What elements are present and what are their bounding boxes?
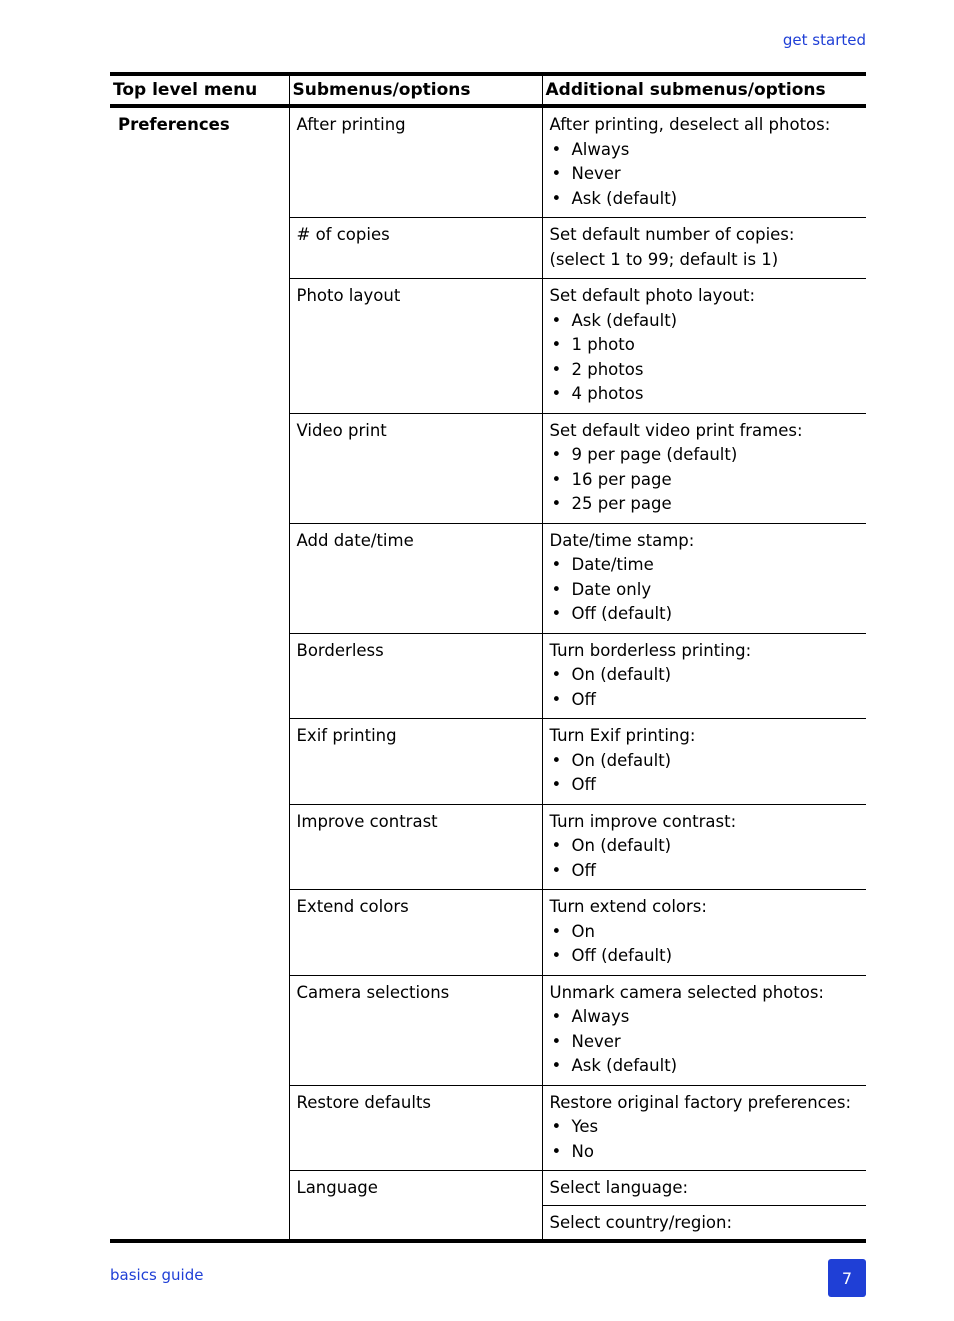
option-description: Set default video print frames: [549, 420, 803, 440]
option-list-item: • 2 photos [550, 358, 860, 383]
submenu-cell: Language [289, 1171, 542, 1242]
option-description: Restore original factory preferences: [549, 1092, 852, 1112]
option-description: Turn improve contrast: [549, 811, 737, 831]
column-header-top-level: Top level menu [110, 74, 289, 106]
submenu-cell: After printing [289, 106, 542, 218]
submenu-cell: Borderless [289, 633, 542, 719]
option-list-item: • 25 per page [550, 492, 860, 517]
option-list-item: • On [550, 920, 860, 945]
option-description: Turn borderless printing: [549, 640, 752, 660]
additional-options-cell [542, 633, 866, 719]
preferences-table [110, 72, 866, 1243]
option-list [550, 663, 860, 712]
additional-options-cell [542, 218, 866, 279]
option-list-item: • Ask (default) [550, 309, 860, 334]
option-note: (select 1 to 99; default is 1) [549, 249, 779, 269]
option-list-item: • 1 photo [550, 333, 860, 358]
option-list-item: • Off (default) [550, 602, 860, 627]
page-number-badge: 7 [828, 1259, 866, 1297]
submenu-cell: Add date/time [289, 523, 542, 633]
option-description: After printing, deselect all photos: [549, 115, 831, 134]
submenu-cell: Extend colors [289, 890, 542, 976]
option-list-item: • Date/time [550, 553, 860, 578]
option-list [550, 138, 860, 212]
option-list-item: • On (default) [550, 749, 860, 774]
section-header: get started [782, 31, 866, 49]
option-list-item: • Date only [550, 578, 860, 603]
column-header-additional: Additional submenus/options [542, 74, 866, 106]
column-header-submenus: Submenus/options [289, 74, 542, 106]
submenu-cell: Camera selections [289, 975, 542, 1085]
option-list-item: • 4 photos [550, 382, 860, 407]
option-description: Set default photo layout: [549, 286, 756, 305]
option-list [550, 309, 860, 407]
option-list-item: • Always [550, 1005, 860, 1030]
option-list-item: • Off [550, 688, 860, 713]
option-list-item: • Never [550, 1030, 860, 1055]
submenu-cell: # of copies [289, 218, 542, 279]
additional-options-cell [542, 975, 866, 1085]
submenu-cell: Exif printing [289, 719, 542, 805]
option-list [550, 749, 860, 798]
option-list-item: • Ask (default) [550, 187, 860, 212]
additional-options-cell: Select country/region: [542, 1205, 866, 1241]
option-list [550, 834, 860, 883]
additional-options-cell [542, 106, 866, 218]
option-description: Date/time stamp: [549, 530, 695, 550]
additional-options-cell [542, 804, 866, 890]
option-list [550, 553, 860, 627]
option-list [550, 1115, 860, 1164]
table-row [110, 106, 866, 218]
additional-options-cell [542, 279, 866, 414]
option-list-item: • Off [550, 859, 860, 884]
top-level-menu-cell: Preferences [110, 106, 289, 1241]
additional-options-cell [542, 1085, 866, 1171]
submenu-cell: Improve contrast [289, 804, 542, 890]
option-list-item: • On (default) [550, 834, 860, 859]
option-list-item: • 16 per page [550, 468, 860, 493]
table-header-row [110, 74, 866, 106]
option-description: Turn extend colors: [549, 897, 707, 916]
option-list-item: • Always [550, 138, 860, 163]
option-list-item: • On (default) [550, 663, 860, 688]
additional-options-cell [542, 523, 866, 633]
option-list [550, 1005, 860, 1079]
option-list-item: • No [550, 1140, 860, 1165]
option-list [550, 443, 860, 517]
option-list-item: • Off [550, 773, 860, 798]
option-description: Unmark camera selected photos: [549, 982, 824, 1002]
submenu-cell: Restore defaults [289, 1085, 542, 1171]
option-list-item: • Yes [550, 1115, 860, 1140]
additional-options-cell: Select language: [542, 1171, 866, 1206]
additional-options-cell [542, 719, 866, 805]
option-list-item: • Off (default) [550, 944, 860, 969]
option-list-item: • Never [550, 162, 860, 187]
submenu-cell: Photo layout [289, 279, 542, 414]
footer-guide-title: basics guide [110, 1266, 204, 1284]
option-list-item: • 9 per page (default) [550, 443, 860, 468]
additional-options-cell [542, 413, 866, 523]
option-list [550, 920, 860, 969]
option-description: Turn Exif printing: [549, 726, 696, 745]
additional-options-cell [542, 890, 866, 976]
option-list-item: • Ask (default) [550, 1054, 860, 1079]
submenu-cell: Video print [289, 413, 542, 523]
option-description: Set default number of copies: [549, 225, 795, 244]
